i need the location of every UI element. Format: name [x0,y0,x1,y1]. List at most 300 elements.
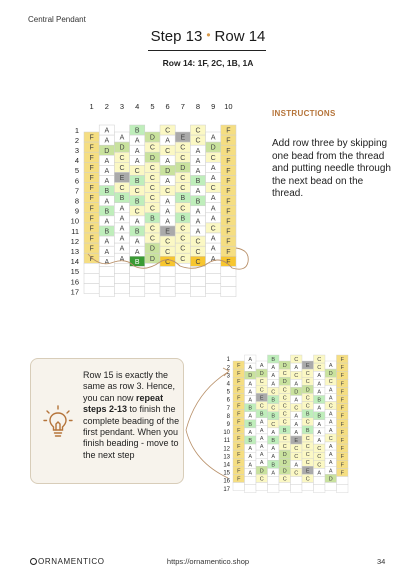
bead-letter: B [305,427,310,434]
bead-letter: B [271,357,276,364]
bead-letter: F [226,178,231,186]
row-label: 4 [226,381,230,388]
bead-letter: F [340,405,344,412]
bead-letter: C [195,127,201,135]
bead-letter: D [248,373,253,380]
bead-letter: B [248,421,253,428]
bead-letter: A [104,198,110,206]
row-label: 2 [226,365,230,372]
row-label: 11 [223,438,230,445]
bead-letter: C [294,373,299,380]
row-label: 16 [70,277,79,287]
bead-letter: A [294,365,299,372]
row-label: 8 [74,196,79,206]
bead-letter: F [340,462,344,469]
bead-letter: D [119,144,125,152]
footer-logo-text: ORNAMENTICO [38,557,105,566]
bead-letter: A [328,387,333,394]
bead-letter: C [180,255,186,263]
bead-letter: F [340,438,344,445]
bead-letter: C [180,225,186,233]
bead-letter: D [210,144,216,152]
bead-letter: F [237,427,241,434]
bead-letter: A [210,235,216,243]
bead-letter: B [271,438,276,445]
bead-letter: F [226,137,231,145]
bead-letter: F [226,147,231,155]
bead-letter: A [259,419,264,426]
bead-letter: D [149,154,155,162]
bead-letter: A [317,373,322,380]
column-label: 1 [89,102,94,111]
bead-letter: A [195,167,201,175]
bead-letter: C [282,403,287,410]
bead-letter: F [237,452,241,459]
row-label: 14 [70,257,79,267]
bead-letter: C [210,185,216,193]
tip-text-part1: Row 15 is exactly the same as row 3. Hence, you can now [83,370,176,403]
bead-letter: D [305,387,310,394]
column-label: 2 [104,102,109,111]
column-label: 6 [165,102,170,111]
bead-letter: F [226,228,231,236]
bead-letter: A [248,397,253,404]
bead-letter: B [104,228,110,236]
bead-letter: A [165,157,170,165]
bead-letter: D [180,164,186,172]
bead-letter: B [317,413,322,420]
bead-cell [314,477,326,485]
bead-letter: A [271,373,276,380]
bead-letter: F [226,127,231,135]
bead-letter: F [89,195,94,203]
bead-letter: B [134,198,140,206]
bead-letter: F [340,454,344,461]
bead-letter: A [210,134,216,142]
bead-letter: C [305,476,310,483]
bead-letter: C [149,144,155,152]
footer-url[interactable]: https://ornamentico.shop [166,557,250,566]
bead-letter: A [271,446,276,453]
bead-letter: F [89,205,94,213]
bead-letter: A [328,460,333,467]
bead-letter: A [165,208,170,216]
bead-letter: C [259,387,264,394]
bead-letter: F [226,157,231,165]
bead-letter: F [89,134,94,142]
row-heading: Row 14: 1F, 2C, 1B, 1A [162,58,254,68]
title-separator: • [206,28,211,42]
bead-letter: F [340,389,344,396]
bead-letter: F [340,413,344,420]
bead-letter: A [104,137,110,145]
bead-letter: D [149,134,155,142]
row-label: 9 [226,422,230,429]
bead-letter: C [294,405,299,412]
bead-letter: A [104,218,110,226]
bead-letter: A [259,363,264,370]
bead-letter: C [195,248,201,256]
bead-letter: B [305,411,310,418]
row-label: 13 [70,246,79,256]
bead-letter: C [317,462,322,469]
bead-letter: B [282,427,287,434]
bead-letter: B [195,178,201,186]
bead-letter: A [210,245,216,253]
row-label: 14 [223,462,230,469]
row-label: 1 [226,357,230,364]
bead-letter: A [104,238,110,246]
bead-letter: C [305,395,310,402]
bead-letter: C [165,147,171,155]
bead-letter: A [248,413,253,420]
bead-letter: C [195,258,201,266]
bead-letter: F [89,164,94,172]
bead-letter: C [305,379,310,386]
bead-letter: C [294,357,299,364]
bead-letter: F [237,419,241,426]
bead-letter: F [89,225,94,233]
bead-letter: A [165,178,170,186]
bead-letter: A [119,245,125,253]
bead-letter: A [210,174,216,182]
bead-letter: F [340,397,344,404]
bead-letter: F [89,174,94,182]
bead-cell [268,485,280,493]
column-label: 5 [150,102,155,111]
bead-letter: D [149,255,155,263]
row-label: 7 [226,405,230,412]
bead-letter: C [119,185,125,193]
bead-letter: B [259,411,264,418]
tip-text-bold: repeat steps 2-13 [83,392,164,415]
bead-letter: C [119,154,125,162]
bead-letter: E [165,228,170,236]
bead-letter: C [165,248,171,256]
bead-letter: F [237,468,241,475]
bead-letter: D [282,363,287,370]
bead-letter: A [210,195,216,203]
bead-letter: C [210,154,216,162]
bead-letter: C [305,444,310,451]
bead-letter: A [328,411,333,418]
bead-letter: F [340,470,344,477]
bead-letter: D [165,167,171,175]
bead-letter: A [294,397,299,404]
bead-letter: C [210,225,216,233]
bead-letter: A [210,164,216,172]
tip-text-part2: to finish the complete beading of the first pendant. When you finish beading - move to the next step [83,404,180,460]
bead-letter: F [237,395,241,402]
bead-letter: A [317,405,322,412]
bead-letter: A [248,357,253,364]
step-number: Step 13 [150,28,203,45]
bead-letter: A [195,208,201,216]
bead-letter: C [305,371,310,378]
bead-letter: B [248,438,253,445]
bead-letter: A [294,413,299,420]
bead-cell [325,483,337,491]
row-label: 2 [74,135,79,145]
bead-letter: E [305,468,310,475]
bead-letter: F [340,421,344,428]
bead-cell [268,477,280,485]
bead-letter: B [119,195,125,203]
bead-letter: C [282,476,287,483]
bead-letter: A [134,147,140,155]
bead-letter: A [317,381,322,388]
bead-letter: F [237,363,241,370]
bead-letter: A [210,215,216,223]
bead-letter: B [271,397,276,404]
row-label: 5 [226,389,230,396]
bead-letter: A [134,248,140,256]
bead-letter: C [271,389,276,396]
bead-letter: A [317,421,322,428]
bead-letter: A [271,381,276,388]
bead-letter: C [119,164,125,172]
connector-arrow [186,430,228,478]
bead-letter: A [271,365,276,372]
row-label: 13 [223,454,230,461]
bead-letter: D [282,379,287,386]
bead-letter: A [248,446,253,453]
bead-letter: C [282,395,287,402]
bead-letter: C [294,470,299,477]
bead-letter: A [119,225,125,233]
bead-letter: A [271,429,276,436]
bead-letter: F [340,381,344,388]
bead-letter: A [294,381,299,388]
bead-letter: C [282,371,287,378]
column-label: 7 [180,102,185,111]
bead-letter: C [328,435,333,442]
bead-letter: C [195,238,201,246]
bead-letter: A [195,228,201,236]
bead-letter: C [195,137,201,145]
bead-letter: B [248,405,253,412]
row-label: 10 [223,430,230,437]
row-label: 11 [71,226,79,236]
bead-letter: A [104,258,110,266]
bead-letter: B [104,208,110,216]
bead-letter: F [237,444,241,451]
bead-letter: C [294,454,299,461]
bead-letter: C [294,446,299,453]
bead-letter: A [317,389,322,396]
bead-letter: A [165,218,170,226]
bead-letter: F [237,411,241,418]
bead-letter: C [180,185,186,193]
column-label: 3 [119,102,125,111]
bead-cell [233,483,245,491]
bead-letter: F [89,255,94,263]
bead-letter: F [226,258,231,266]
bead-letter: F [340,446,344,453]
bead-letter: C [305,452,310,459]
bead-letter: C [271,405,276,412]
row-label: 17 [70,287,79,297]
bead-letter: F [89,245,94,253]
bead-letter: A [104,167,110,175]
bead-letter: A [328,452,333,459]
bead-letter: C [149,235,155,243]
bead-letter: C [180,144,186,152]
bead-letter: F [237,476,241,483]
bead-letter: A [165,137,170,145]
bead-letter: F [226,248,231,256]
bead-letter: C [165,188,171,196]
bead-letter: F [89,144,94,152]
bead-letter: D [294,389,299,396]
bead-letter: C [180,154,186,162]
bead-letter: C [282,419,287,426]
bead-letter: A [134,137,140,145]
bead-letter: C [165,127,171,135]
bead-letter: C [149,164,155,172]
row-label: 9 [74,206,79,216]
bead-letter: E [294,438,299,445]
bead-letter: B [180,195,186,203]
bead-letter: B [317,397,322,404]
bead-letter: A [248,381,253,388]
bead-letter: E [305,363,310,370]
bead-letter: B [134,178,140,186]
row-label: 1 [74,125,79,135]
bead-letter: A [104,157,110,165]
bead-letter: A [248,429,253,436]
bead-letter: C [149,195,155,203]
bead-letter: F [237,387,241,394]
bead-letter: D [282,452,287,459]
bead-letter: A [248,454,253,461]
bead-letter: D [259,371,264,378]
bead-letter: B [104,188,110,196]
bead-letter: C [317,365,322,372]
row-label: 6 [74,176,79,186]
bead-letter: D [282,468,287,475]
bead-letter: F [340,429,344,436]
bead-letter: A [119,134,125,142]
bead-letter: A [328,444,333,451]
bead-letter: D [149,245,155,253]
bead-letter: C [165,258,171,266]
bead-letter: C [282,435,287,442]
column-label: 4 [135,102,140,111]
bead-letter: C [149,225,155,233]
bead-letter: A [294,429,299,436]
bead-letter: C [282,444,287,451]
bead-letter: F [237,379,241,386]
bead-letter: C [134,208,140,216]
bead-letter: A [195,218,201,226]
bead-letter: C [180,174,186,182]
bead-letter: A [134,157,140,165]
bead-cell [256,483,268,491]
bead-cell [337,477,349,485]
bead-letter: C [180,245,186,253]
bead-letter: B [134,258,140,266]
row-label: 12 [223,446,230,453]
bead-letter: C [180,205,186,213]
bead-cell [291,477,303,485]
bead-letter: D [104,147,110,155]
bead-letter: F [237,460,241,467]
bead-letter: A [165,198,170,206]
bead-letter: C [305,403,310,410]
connector-arrow [186,372,228,430]
bead-letter: A [294,462,299,469]
bead-letter: F [89,215,94,223]
bead-letter: A [195,188,201,196]
bead-letter: C [259,403,264,410]
row-label: 17 [223,486,230,493]
bead-letter: A [259,460,264,467]
bead-letter: C [149,185,155,193]
bead-letter: A [259,427,264,434]
bead-letter: A [328,395,333,402]
bead-letter: B [150,215,155,223]
bead-letter: E [119,174,125,182]
bead-letter: C [149,174,155,182]
row-label: 7 [74,186,79,196]
bead-letter: C [305,460,310,467]
bead-letter: F [226,238,231,246]
row-label: 16 [223,478,230,485]
bead-cell [337,485,349,493]
bead-letter: B [134,127,140,135]
bead-letter: A [104,178,110,186]
page-number: 34 [377,557,386,566]
bead-letter: A [248,470,253,477]
bead-letter: F [340,373,344,380]
bead-letter: A [119,215,125,223]
bead-letter: A [210,255,216,263]
bead-letter: F [89,154,94,162]
bead-letter: A [104,248,110,256]
bead-letter: C [134,167,140,175]
bead-letter: A [259,435,264,442]
bead-letter: D [328,371,333,378]
bead-letter: A [317,470,322,477]
bead-cell [291,485,303,493]
row-label: 8 [226,413,230,420]
bead-letter: F [226,188,231,196]
bead-letter: C [149,205,155,213]
bead-letter: C [259,379,264,386]
bead-letter: A [119,205,125,213]
bead-letter: A [328,468,333,475]
instructions-text: Add row three by skipping one bead from the thread and putting needle through the next bead on the thread. [272,138,391,200]
bead-letter: F [340,357,344,364]
bead-letter: A [328,427,333,434]
bead-letter: A [271,454,276,461]
row-label: 3 [74,145,79,155]
bead-letter: C [134,188,140,196]
bead-letter: B [134,228,140,236]
row-label: 15 [70,267,79,277]
bead-letter: A [328,419,333,426]
bead-letter: D [282,460,287,467]
bead-letter: B [271,413,276,420]
row-label: 10 [70,216,79,226]
bead-letter: C [305,419,310,426]
bead-letter: F [226,167,231,175]
bead-letter: F [89,185,94,193]
bead-letter: A [294,421,299,428]
bead-letter: A [259,444,264,451]
bead-letter: A [119,255,125,263]
